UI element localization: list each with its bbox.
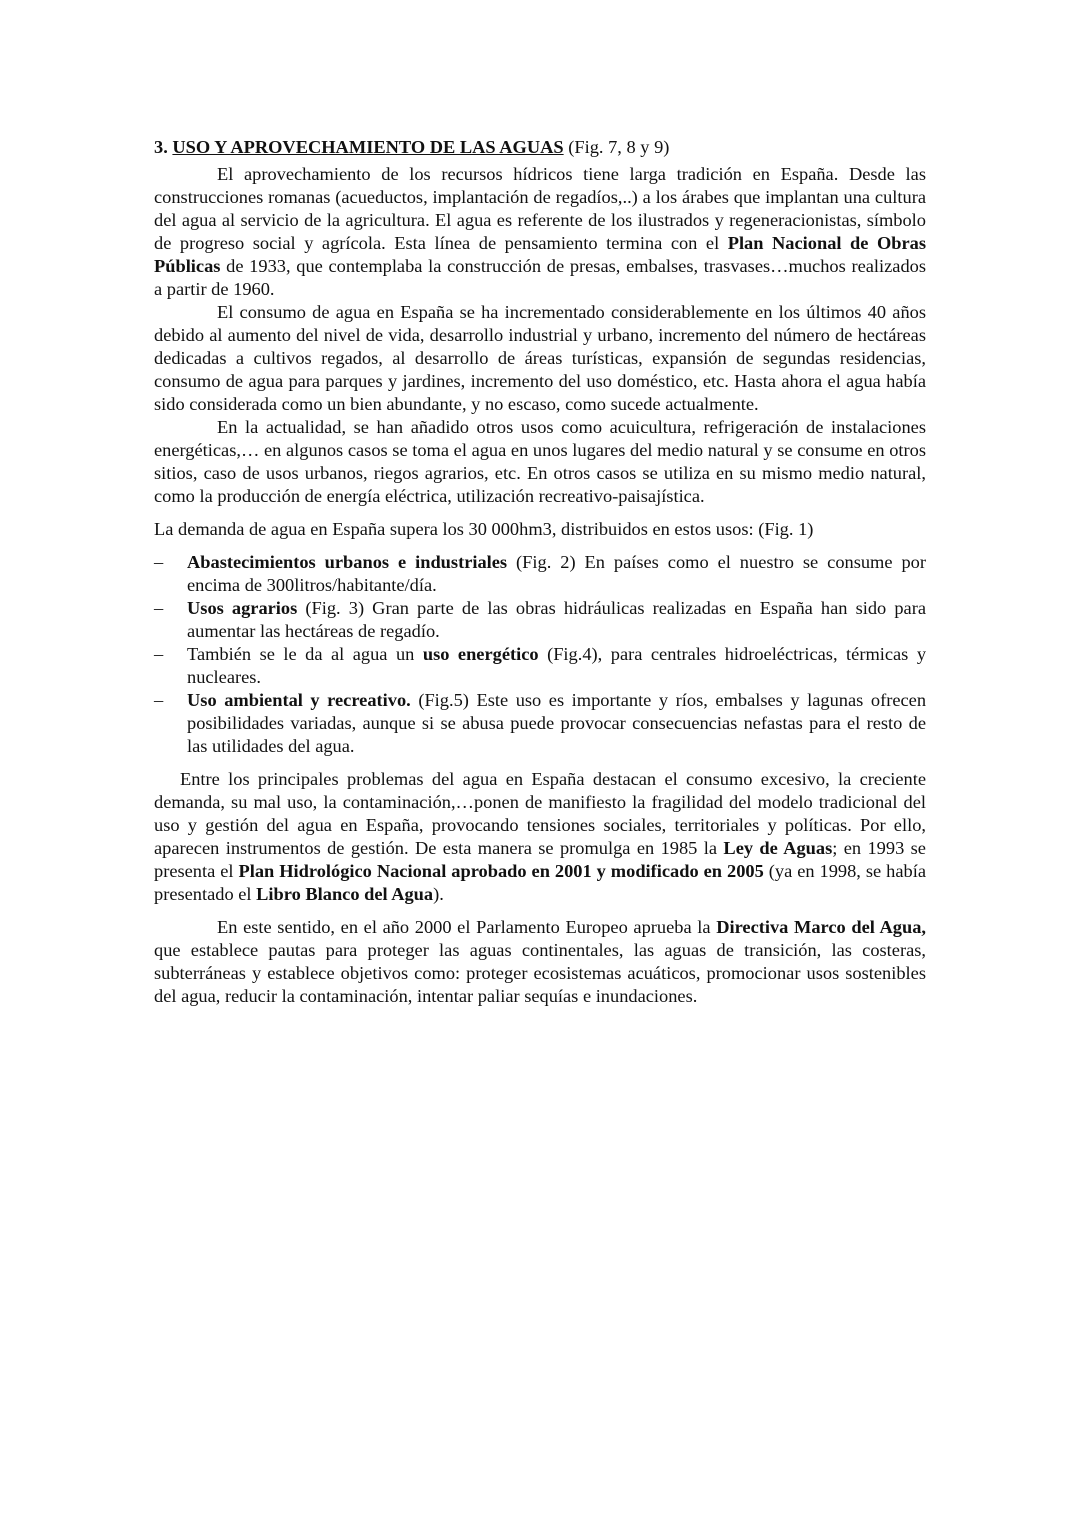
uses-list [154,551,926,758]
paragraph-demand: La demanda de agua en España supera los 30 000hm3, distribuidos en estos usos: (Fig. 1) [154,519,814,539]
paragraph-text: que establece pautas para proteger las aguas continentales, las aguas de transición, las costeras, subterráneas y establece objetivos como: proteger ecosistemas acuáticos, promocionar usos sostenibles del agua, reducir la contaminación, intentar paliar sequías e inundaciones. [154,940,926,1006]
dash-bullet: – [154,690,164,710]
dash-bullet: – [154,598,164,618]
section-heading [154,136,926,159]
dash-bullet: – [154,644,164,664]
directiva-marco-term: Directiva Marco del Agua, [716,917,926,937]
list-item [154,689,926,758]
paragraph-consumption: El consumo de agua en España se ha incrementado considerablemente en los últimos 40 años debido al aumento del nivel de vida, desarrollo industrial y urbano, incremento del número de hectáreas dedicadas a cultivos regados, al desarrollo de áreas turísticas, expansión de segundas residencias, consumo de agua para parques y jardines, incremento del uso doméstico, etc. Hasta ahora el agua había sido considerada como un bien abundante, y no escaso, como sucede actualmente. [154,302,926,414]
list-item-text: (Fig. 3) Gran parte de las obras hidráulicas realizadas en España han sido para aumentar las hectáreas de regadío. [187,598,927,641]
list-item-text: (Fig. 2) En países como el nuestro se consume por encima de 300litros/habitante/día. [187,552,926,595]
list-item [154,597,926,643]
paragraph-text: Entre los principales problemas del agua en España destacan el consumo excesivo, la creciente demanda, su mal uso, la contaminación,…ponen de manifiesto la fragilidad del modelo tradicional del uso y gestión del agua en España, provocando tensiones sociales, territoriales y políticas. Por ello, aparecen instrumentos de gestión. De esta manera se promulga en 1985 la [154,769,926,858]
list-item-text: (Fig.5) Este uso es importante y ríos, embalses y lagunas ofrecen posibilidades variadas, aunque si se abusa puede provocar consecuencias nefastas para el resto de las utilidades del agua. [187,690,927,756]
list-item [154,551,926,597]
paragraph-text: ). [433,884,444,904]
paragraph-text: (ya en 1998, se había presentado el [154,861,926,904]
paragraph-text: En este sentido, en el año 2000 el Parlamento Europeo aprueba la [217,917,717,937]
libro-blanco-term: Libro Blanco del Agua [256,884,434,904]
paragraph-directive [154,916,926,1008]
section-figure-reference: (Fig. 7, 8 y 9) [568,137,670,157]
paragraph-tradition [154,163,926,301]
list-item-term: Uso ambiental y recreativo. [187,690,411,710]
document-page [154,136,926,1008]
ley-de-aguas-term: Ley de Aguas [723,838,833,858]
paragraph-text: El aprovechamiento de los recursos hídricos tiene larga tradición en España. Desde las construcciones romanas (acueductos, implantación de regadíos,..) a los árabes que implantan una cultura del agua al servicio de la agricultura. El agua es referente de los ilustrados y regeneracionistas, símbolo de progreso social y agrícola. Esta línea de pensamiento termina con el [154,164,926,253]
list-item-term: Abastecimientos urbanos e industriales [187,552,508,572]
paragraph-new-uses: En la actualidad, se han añadido otros usos como acuicultura, refrigeración de instalaciones energéticas,… en algunos casos se toma el agua en unos lugares del medio natural y se consume en otros sitios, caso de usos urbanos, riegos agrarios, etc. En otros casos se utiliza en su mismo medio natural, como la producción de energía eléctrica, utilización recreativo-paisajística. [154,417,926,506]
plan-obras-publicas-term: Plan Nacional de Obras Públicas [154,233,926,276]
section-title: USO Y APROVECHAMIENTO DE LAS AGUAS [172,137,564,157]
list-item-term: uso energético [422,644,539,664]
paragraph-problems [154,768,926,906]
paragraph-text: de 1933, que contemplaba la construcción de presas, embalses, trasvases…muchos realizados a partir de 1960. [154,256,926,299]
list-item-text: También se le da al agua un [187,644,423,664]
paragraph-text: ; en 1993 se presenta el [154,838,926,881]
list-item-text: (Fig.4), para centrales hidroeléctricas, térmicas y nucleares. [187,644,927,687]
dash-bullet: – [154,552,164,572]
list-item-term: Usos agrarios [187,598,298,618]
section-number: 3. [154,137,168,157]
list-item [154,643,926,689]
plan-hidrologico-term: Plan Hidrológico Nacional aprobado en 2001 y modificado en 2005 [238,861,764,881]
